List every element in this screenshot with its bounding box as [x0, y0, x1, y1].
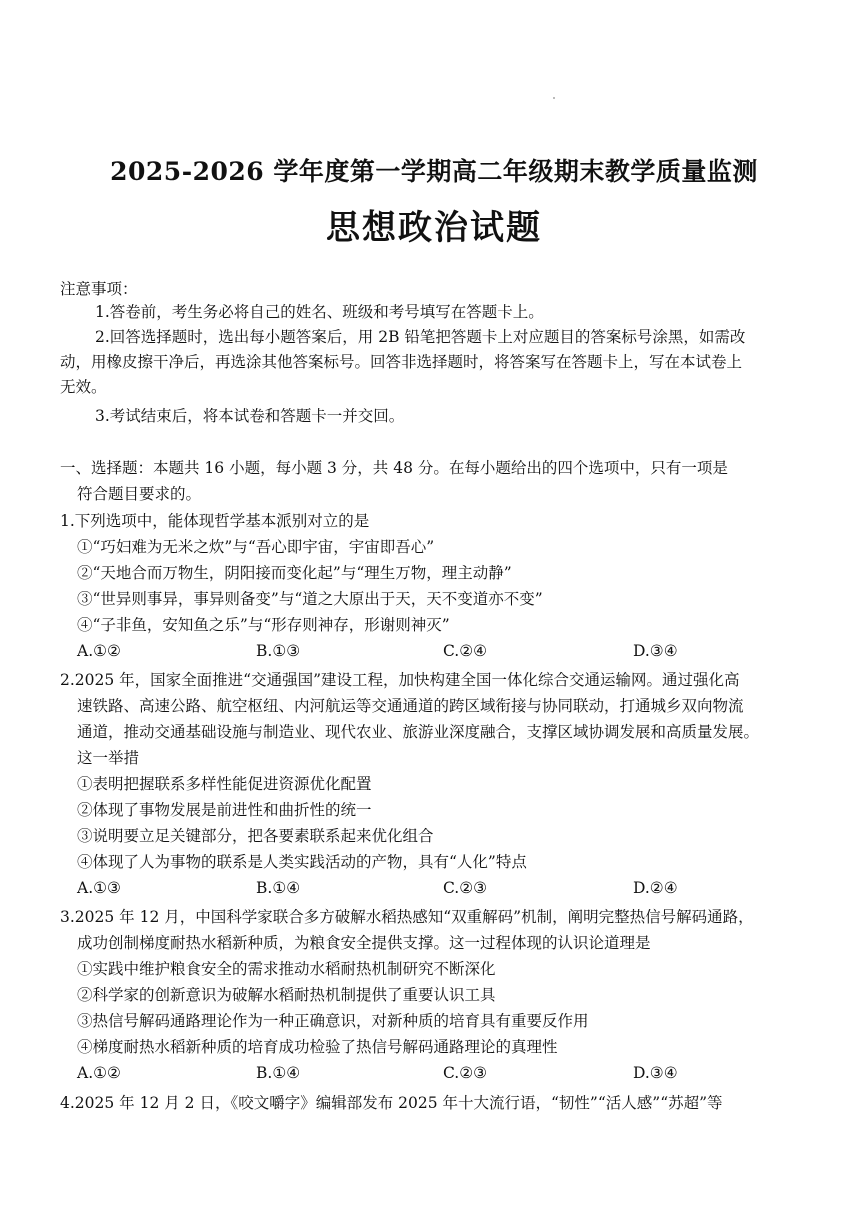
question-3-statement-2: ②科学家的创新意识为破解水稻耐热机制提供了重要认识工具 [77, 986, 496, 1004]
section-heading-cont: 符合题目要求的。 [77, 485, 202, 503]
question-2-option-c: C.②③ [443, 879, 488, 897]
subject-title: 思想政治试题 [326, 208, 542, 248]
question-1-statement-4: ④“子非鱼，安知鱼之乐”与“形存则神存，形谢则神灭” [77, 616, 450, 634]
question-1-option-d: D.③④ [633, 642, 678, 660]
question-3-option-c: C.②③ [443, 1064, 488, 1082]
question-2-stem-line-4: 这一举措 [77, 749, 140, 767]
notice-heading: 注意事项： [60, 280, 138, 298]
question-1-option-b: B.①③ [256, 642, 301, 660]
question-2-stem-line-1: 2.2025 年，国家全面推进“交通强国”建设工程，加快构建全国一体化综合交通运输网。通过强化高 [60, 671, 740, 689]
question-2-statement-4: ④体现了人为事物的联系是人类实践活动的产物，具有“人化”特点 [77, 853, 527, 871]
question-3-option-d: D.③④ [633, 1064, 678, 1082]
question-1-statement-3: ③“世异则事异，事异则备变”与“道之大原出于天，天不变道亦不变” [77, 590, 543, 608]
question-2-option-b: B.①④ [256, 879, 301, 897]
question-1-statement-2: ②“天地合而万物生，阴阳接而变化起”与“理生万物，理主动静” [77, 564, 512, 582]
question-1-option-c: C.②④ [443, 642, 488, 660]
section-heading: 一、选择题：本题共 16 小题，每小题 3 分，共 48 分。在每小题给出的四个选项中，只有一项是 [60, 459, 728, 477]
question-4-stem-line-1: 4.2025 年 12 月 2 日，《咬文嚼字》编辑部发布 2025 年十大流行语，“韧性”“活人感”“苏超”等 [60, 1094, 723, 1112]
question-2-statement-2: ②体现了事物发展是前进性和曲折性的统一 [77, 801, 372, 819]
question-2-stem-line-2: 速铁路、高速公路、航空枢纽、内河航运等交通通道的跨区域衔接与协同联动，打通城乡双向物流 [77, 697, 744, 715]
question-1-statement-1: ①“巧妇难为无米之炊”与“吾心即宇宙，宇宙即吾心” [77, 538, 435, 556]
question-3-option-a: A.①② [77, 1064, 121, 1082]
question-2-statement-1: ①表明把握联系多样性能促进资源优化配置 [77, 775, 372, 793]
question-1-option-a: A.①② [77, 642, 121, 660]
notice-item-3: 3.考试结束后，将本试卷和答题卡一并交回。 [95, 407, 405, 425]
question-3-statement-4: ④梯度耐热水稻新种质的培育成功检验了热信号解码通路理论的真理性 [77, 1038, 558, 1056]
question-1-stem: 1.下列选项中，能体现哲学基本派别对立的是 [60, 512, 370, 530]
question-3-option-b: B.①④ [256, 1064, 301, 1082]
notice-item-1: 1.答卷前，考生务必将自己的姓名、班级和考号填写在答题卡上。 [95, 303, 544, 321]
notice-item-2-line-1: 2.回答选择题时，选出每小题答案后，用 2B 铅笔把答题卡上对应题目的答案标号涂黑，如需改 [95, 328, 746, 346]
question-3-statement-3: ③热信号解码通路理论作为一种正确意识，对新种质的培育具有重要反作用 [77, 1012, 589, 1030]
question-3-stem-line-2: 成功创制梯度耐热水稻新种质，为粮食安全提供支撑。这一过程体现的认识论道理是 [77, 934, 651, 952]
question-3-statement-1: ①实践中维护粮食安全的需求推动水稻耐热机制研究不断深化 [77, 960, 496, 978]
question-2-stem-line-3: 通道，推动交通基础设施与制造业、现代农业、旅游业深度融合，支撑区域协调发展和高质量发展。 [77, 723, 760, 741]
question-2-option-a: A.①③ [77, 879, 121, 897]
notice-item-2-line-2: 动，用橡皮擦干净后，再选涂其他答案标号。回答非选择题时，将答案写在答题卡上，写在本试卷上 [60, 353, 743, 371]
question-2-statement-3: ③说明要立足关键部分，把各要素联系起来优化组合 [77, 827, 434, 845]
notice-item-2-line-3: 无效。 [60, 378, 107, 396]
question-3-stem-line-1: 3.2025 年 12 月，中国科学家联合多方破解水稻热感知“双重解码”机制，阐明完整热信号解码通路， [60, 908, 754, 926]
exam-title: 2025-2026 学年度第一学期高二年级期末教学质量监测 [110, 157, 758, 186]
scan-speck [553, 97, 555, 99]
question-2-option-d: D.②④ [633, 879, 678, 897]
